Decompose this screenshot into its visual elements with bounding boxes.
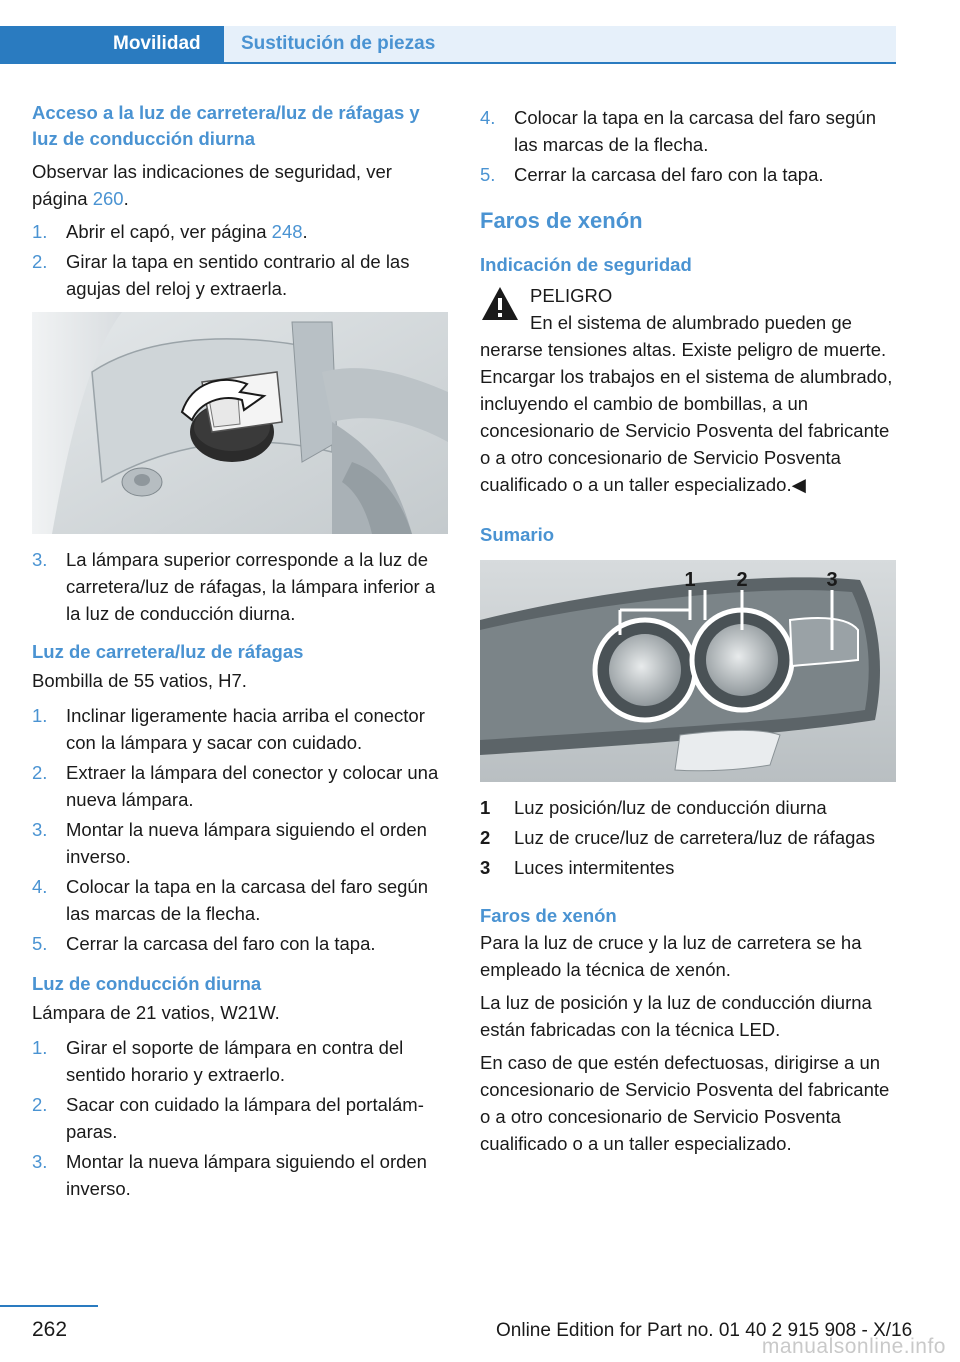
xenon-paragraph-1: Para la luz de cruce y la luz de carretera se ha empleado la técnica de xenón. — [480, 932, 862, 980]
list-item — [32, 759, 448, 813]
header-divider — [0, 62, 896, 64]
step-text: Girar el soporte de lámpara en contra del sentido horario y extraerlo. — [66, 1037, 404, 1085]
step-number: 1. — [32, 705, 48, 726]
drl-text: Lámpara de 21 vatios, W21W. — [32, 1002, 280, 1023]
warning-title: PELIGRO — [530, 285, 613, 306]
step-text: Sacar con cuidado la lámpara del portalámparas. — [66, 1094, 424, 1142]
xenon-paragraph-2: La luz de posición y la luz de conducción diurna están fabricadas con la técnica LED. — [480, 992, 872, 1040]
step-text: Girar la tapa en sentido contrario al de las agujas del reloj y extraerla. — [66, 251, 410, 299]
list-item — [32, 1034, 448, 1088]
step-number: 4. — [32, 876, 48, 897]
steps-list-cover — [480, 104, 896, 188]
list-item — [480, 104, 896, 158]
step-number: 2. — [32, 1094, 48, 1115]
legend-text: Luz posición/luz de conducción diurna — [514, 797, 827, 818]
list-item — [32, 248, 448, 302]
legend-item — [480, 824, 896, 851]
warning-triangle-icon — [480, 284, 520, 324]
step-number: 3. — [32, 1151, 48, 1172]
safety-reference — [32, 158, 448, 212]
safety-text: Observar las indicaciones de seguridad, ver página — [32, 161, 392, 209]
page-link-248[interactable]: 248 — [271, 221, 303, 242]
legend-text: Luces intermitentes — [514, 857, 675, 878]
steps-list-access — [32, 218, 448, 302]
legend-number: 3 — [480, 857, 491, 878]
step-number: 1. — [32, 221, 48, 242]
page-header — [0, 0, 960, 64]
list-item — [32, 816, 448, 870]
step-number: 2. — [32, 251, 48, 272]
figure-legend — [480, 794, 896, 881]
steps-list-high-beam — [32, 702, 448, 957]
list-item — [32, 702, 448, 756]
list-item — [32, 1091, 448, 1145]
legend-number: 2 — [480, 827, 491, 848]
step-text: Montar la nueva lámpara siguiendo el orden inverso. — [66, 819, 427, 867]
step-text: La lámpara superior corresponde a la luz de carretera/luz de ráfagas, la lámpara inferior a la luz de conducción diurna. — [66, 549, 436, 624]
step-text: Colocar la tapa en la carcasa del faro según las marcas de la flecha. — [514, 107, 876, 155]
watermark: manualsonline.info — [761, 1335, 946, 1358]
legend-text: Luz de cruce/luz de carretera/luz de ráfagas — [514, 827, 875, 848]
step-text: Montar la nueva lámpara siguiendo el orden inverso. — [66, 1151, 427, 1199]
step-text: Inclinar ligeramente hacia arriba el conector con la lámpara y sacar con cuidado. — [66, 705, 425, 753]
right-column — [480, 100, 896, 1157]
step-number: 3. — [32, 549, 48, 570]
xenon-paragraph-3: En caso de que estén defectuosas, dirigirse a un concesionario de Servicio Posventa del fabricante o a otro concesionario de Servicio Posventa cualificado o a un taller especializado. — [480, 1052, 890, 1154]
steps-list-lamp-position — [32, 546, 448, 627]
xenon-heading: Faros de xenón — [480, 208, 643, 233]
tab-sustitucion-de-piezas[interactable]: Sustitución de piezas — [224, 26, 896, 62]
step-number: 4. — [480, 107, 496, 128]
figure-label-1: 1 — [684, 569, 696, 591]
step-text: Extraer la lámpara del conector y colocar una nueva lámpara. — [66, 762, 439, 810]
step-number: 5. — [480, 164, 496, 185]
danger-warning — [480, 282, 896, 498]
safety-text-end: . — [123, 188, 129, 209]
high-beam-text: Bombilla de 55 vatios, H7. — [32, 670, 247, 691]
legend-number: 1 — [480, 797, 491, 818]
access-heading: Acceso a la luz de carretera/luz de ráfagas y luz de conducción diurna — [32, 102, 420, 149]
list-item — [32, 873, 448, 927]
edition-text: Online Edition for Part no. 01 40 2 915 908 - X/16 — [496, 1320, 913, 1341]
list-item — [32, 218, 448, 245]
warning-text-first: En el sistema de alumbrado pueden ge — [530, 312, 852, 333]
xenon-sub-heading: Faros de xenón — [480, 905, 617, 926]
legend-item — [480, 794, 896, 821]
figure-label-2: 2 — [736, 569, 748, 591]
step-text: Cerrar la carcasa del faro con la tapa. — [514, 164, 824, 185]
footer-divider — [0, 1305, 98, 1307]
list-item — [32, 1148, 448, 1202]
step-number: 3. — [32, 819, 48, 840]
warning-text: nerarse tensiones altas. Existe peligro de muerte. Encargar los trabajos en el sistema de alumbrado, incluyendo el cambio de bombillas, a un concesionario de Servicio Posventa del fabricante o a otro concesionario de Servicio Posventa cualificado o a un taller especializado.◀ — [480, 339, 893, 495]
left-column — [32, 100, 448, 1205]
figure-label-3: 3 — [826, 569, 838, 591]
steps-list-drl — [32, 1034, 448, 1202]
list-item — [480, 161, 896, 188]
page-number: 262 — [32, 1318, 68, 1341]
drl-heading: Luz de conducción diurna — [32, 973, 262, 994]
list-item — [32, 546, 448, 627]
step-number: 2. — [32, 762, 48, 783]
list-item — [32, 930, 448, 957]
page-link-260[interactable]: 260 — [92, 188, 124, 209]
step-text: Abrir el capó, ver página — [66, 221, 272, 242]
safety-heading: Indicación de seguridad — [480, 254, 692, 275]
step-text: Cerrar la carcasa del faro con la tapa. — [66, 933, 376, 954]
high-beam-heading: Luz de carretera/luz de ráfagas — [32, 641, 304, 662]
step-text-end: . — [302, 221, 308, 242]
headlight-housing-image — [32, 312, 448, 534]
legend-item — [480, 854, 896, 881]
step-text: Colocar la tapa en la carcasa del faro según las marcas de la flecha. — [66, 876, 428, 924]
step-number: 1. — [32, 1037, 48, 1058]
summary-heading: Sumario — [480, 524, 555, 545]
headlight-overview-image — [480, 560, 896, 782]
tab-movilidad[interactable]: Movilidad — [0, 26, 224, 62]
step-number: 5. — [32, 933, 48, 954]
